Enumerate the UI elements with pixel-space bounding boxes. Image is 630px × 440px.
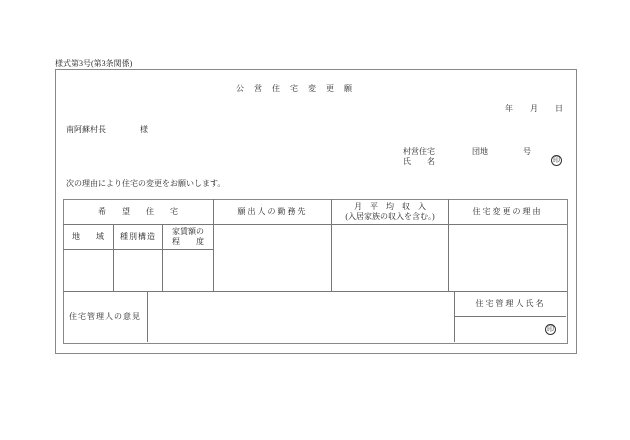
divider <box>147 291 148 342</box>
income-note: (入居家族の収入を含む。) <box>345 211 435 221</box>
seal-icon: 印 <box>547 325 554 333</box>
date-year: 年 <box>505 104 513 113</box>
header-workplace: 願出人の勤務先 <box>237 206 308 216</box>
header-desired-housing: 希 望 住 宅 <box>98 206 178 216</box>
addressee-name: 南阿蘇村長 <box>66 125 106 134</box>
header-reason: 住宅変更の理由 <box>472 206 543 216</box>
divider <box>63 249 214 250</box>
date-month: 月 <box>530 104 538 113</box>
page-title: 公 営 住 宅 変 更 願 <box>236 84 353 93</box>
date-day: 日 <box>555 104 563 113</box>
manager-opinion-label: 住宅管理人の意見 <box>69 311 141 321</box>
header-area: 地 域 <box>72 231 104 241</box>
intro-text: 次の理由により住宅の変更をお願いします。 <box>66 179 226 188</box>
header-structure: 種別構造 <box>120 231 156 241</box>
applicant-name-label: 氏 名 <box>403 157 435 166</box>
form-number: 様式第3号(第3条関係) <box>55 59 133 68</box>
divider <box>454 316 566 317</box>
rent-label-1: 家賃額の <box>172 226 204 236</box>
rent-label-2: 程 度 <box>172 236 204 246</box>
manager-seal <box>545 324 556 335</box>
applicant-seal <box>551 155 562 166</box>
header-rent <box>163 224 213 249</box>
seal-icon: 印 <box>553 156 560 164</box>
applicant-complex: 団地 <box>472 147 488 156</box>
income-label: 月 平 均 収 入 <box>354 201 426 211</box>
applicant-number: 号 <box>523 147 531 156</box>
addressee-honorific: 様 <box>140 125 148 134</box>
header-income <box>332 199 448 224</box>
manager-name-label: 住宅管理人氏名 <box>475 298 546 308</box>
applicant-housing: 村営住宅 <box>403 147 435 156</box>
